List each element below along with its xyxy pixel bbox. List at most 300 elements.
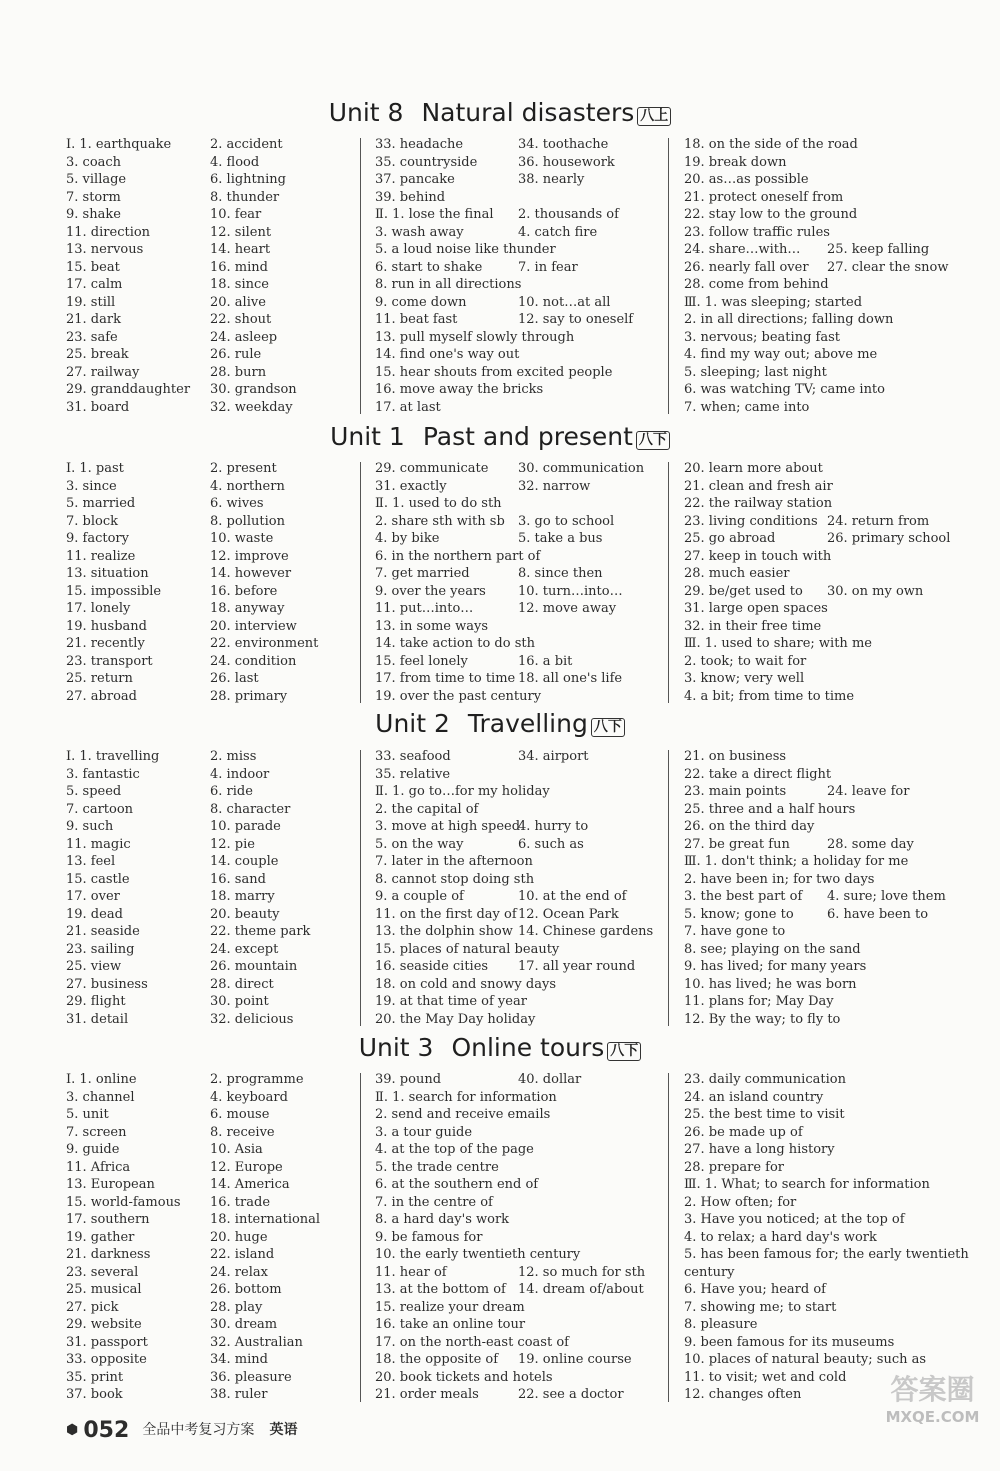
answer-item: 21. order meals (375, 1387, 479, 1402)
answer-row (66, 364, 346, 382)
answer-item: 21. recently (66, 636, 145, 651)
answer-column (684, 136, 984, 416)
answer-item: 25. break (66, 347, 129, 362)
answer-item: 4. flood (210, 154, 260, 170)
answer-item: 27. business (66, 976, 148, 992)
answer-item: 36. housework (518, 154, 615, 170)
answer-item: 13. pull myself slowly through (375, 329, 575, 345)
answer-item: 29. granddaughter (66, 382, 191, 397)
answer-row (375, 871, 665, 889)
answer-row (684, 1281, 984, 1299)
answer-item: 6. was watching TV; came into (684, 382, 885, 397)
answer-item: 19. dead (66, 906, 123, 922)
answer-item: 24. an island country (684, 1089, 824, 1105)
answer-item: 28. play (210, 1299, 263, 1315)
unit-heading (0, 1033, 1000, 1063)
answer-item: 32. weekday (210, 399, 293, 415)
answer-item: 37. pancake (375, 172, 455, 187)
answer-item: 10. places of natural beauty; such as (684, 1352, 927, 1367)
answer-item: 7. when; came into (684, 399, 810, 415)
answer-row (375, 888, 665, 906)
answer-item: 39. pound (375, 1072, 442, 1087)
answer-item: 14. heart (210, 242, 271, 257)
answer-item: 22. theme park (210, 924, 311, 939)
answer-item: 9. over the years (375, 583, 486, 599)
answer-item: century (684, 1264, 735, 1280)
answer-row (684, 224, 984, 242)
answer-item: 2. took; to wait for (684, 653, 807, 669)
answer-item: 9. been famous for its museums (684, 1334, 895, 1350)
answer-row (66, 1229, 346, 1247)
answer-item: Ⅲ. 1. don't think; a holiday for me (684, 854, 909, 869)
answer-row (684, 565, 984, 583)
answer-item: 25. musical (66, 1282, 142, 1297)
answer-item: 22. see a doctor (518, 1387, 624, 1402)
answer-item: 12. Ocean Park (518, 906, 619, 922)
answer-row (684, 748, 984, 766)
answer-row (684, 906, 984, 924)
answer-item: 16. mind (210, 259, 268, 275)
answer-item: 3. go to school (518, 513, 615, 529)
answer-row (66, 888, 346, 906)
answer-row (66, 618, 346, 636)
answer-row (66, 766, 346, 784)
answer-row (375, 171, 665, 189)
answer-item: 5. speed (66, 784, 122, 799)
answer-item: 9. guide (66, 1142, 120, 1157)
answer-row (66, 495, 346, 513)
column-divider (668, 1073, 669, 1402)
answer-row (375, 294, 665, 312)
answer-row (684, 1194, 984, 1212)
answer-item: 19. gather (66, 1229, 135, 1245)
answer-item: 23. sailing (66, 941, 135, 957)
answer-item: 38. nearly (518, 172, 585, 187)
page-footer (66, 1418, 297, 1448)
answer-item: 9. such (66, 819, 114, 834)
answer-row (684, 600, 984, 618)
answer-row (375, 259, 665, 277)
answer-item: 34. airport (518, 749, 589, 764)
page-number: 052 (83, 1418, 130, 1443)
answer-item: 5. unit (66, 1107, 109, 1122)
answer-row (375, 1124, 665, 1142)
answer-row (375, 1386, 665, 1404)
answer-item: 35. relative (375, 766, 451, 782)
answer-row (684, 836, 984, 854)
unit-name: Natural disasters (421, 98, 635, 127)
unit-number: Unit 1 (330, 422, 405, 451)
answer-item: 10. the early twentieth century (375, 1247, 581, 1262)
answer-row (66, 635, 346, 653)
answer-item: 11. hear of (375, 1264, 447, 1280)
answer-item: 23. several (66, 1264, 139, 1280)
answer-item: 8. pollution (210, 513, 285, 529)
answer-item: 18. all one's life (518, 671, 623, 686)
answer-item: 29. flight (66, 994, 126, 1009)
answer-row (66, 1386, 346, 1404)
answer-item: 26. rule (210, 347, 262, 362)
answer-item: 11. Africa (66, 1159, 131, 1175)
answer-row (375, 635, 665, 653)
answer-item: 21. clean and fresh air (684, 478, 833, 494)
answer-row (375, 783, 665, 801)
answer-item: 26. on the third day (684, 819, 815, 834)
answer-item: 12. improve (210, 548, 289, 564)
answer-item: 12. so much for sth (518, 1264, 646, 1280)
answer-item: 8. thunder (210, 189, 280, 205)
answer-row (684, 801, 984, 819)
answer-item: 4. indoor (210, 766, 270, 782)
answer-item: 16. take an online tour (375, 1317, 526, 1332)
answer-row (684, 1299, 984, 1317)
answer-item: 30. grandson (210, 382, 297, 397)
answer-item: 36. pleasure (210, 1369, 292, 1385)
answer-item: 10. Asia (210, 1142, 263, 1157)
answer-row (66, 653, 346, 671)
answer-item: 23. living conditions (684, 513, 818, 529)
answer-item: 6. have been to (827, 906, 929, 922)
answer-item: 15. castle (66, 871, 130, 887)
answer-item: 11. put…into… (375, 601, 474, 616)
answer-row (375, 1159, 665, 1177)
answer-item: 2. have been in; for two days (684, 871, 875, 887)
answer-row (375, 1141, 665, 1159)
answer-item: 26. bottom (210, 1282, 282, 1297)
answer-row (66, 1071, 346, 1089)
answer-row (66, 600, 346, 618)
answer-row (375, 583, 665, 601)
answer-item: 18. marry (210, 889, 275, 904)
answer-row (684, 618, 984, 636)
answer-item: 27. have a long history (684, 1142, 835, 1157)
answer-item: 8. character (210, 801, 291, 817)
answer-item: 29. website (66, 1317, 142, 1332)
answer-item: 8. see; playing on the sand (684, 941, 861, 957)
answer-row (684, 783, 984, 801)
answer-item: 25. return (66, 671, 133, 686)
answer-item: 34. mind (210, 1352, 268, 1367)
answer-item: Ⅰ. 1. past (66, 461, 124, 476)
answer-row (66, 1351, 346, 1369)
answer-item: 15. places of natural beauty (375, 941, 560, 957)
answer-item: 15. beat (66, 259, 120, 275)
answer-row (684, 958, 984, 976)
unit-heading (0, 709, 1000, 739)
answer-item: 14. however (210, 566, 292, 581)
answer-row (684, 1106, 984, 1124)
answer-column (684, 748, 984, 1028)
answer-item: 6. start to shake (375, 259, 483, 275)
answer-row (375, 1351, 665, 1369)
answer-row (684, 635, 984, 653)
answer-row (66, 530, 346, 548)
answer-row (684, 399, 984, 417)
answer-item: 18. international (210, 1212, 321, 1227)
subject-label: 英语 (269, 1422, 298, 1438)
answer-column (375, 748, 665, 1028)
answer-item: 5. sleeping; last night (684, 364, 827, 380)
answer-item: 18. the opposite of (375, 1352, 499, 1367)
answer-row (684, 364, 984, 382)
answer-row (684, 346, 984, 364)
answer-row (684, 206, 984, 224)
answer-item: 7. showing me; to start (684, 1299, 837, 1315)
answer-row (66, 1194, 346, 1212)
answer-row (375, 565, 665, 583)
answer-item: 33. seafood (375, 749, 451, 764)
answer-item: 12. pie (210, 836, 255, 852)
answer-row (66, 294, 346, 312)
answer-item: 28. direct (210, 976, 274, 992)
answer-item: 17. calm (66, 277, 123, 292)
answer-item: 22. the railway station (684, 496, 833, 511)
answer-item: 7. storm (66, 189, 121, 205)
column-divider (668, 462, 669, 703)
answer-row (684, 495, 984, 513)
answer-item: 32. delicious (210, 1011, 294, 1027)
answer-row (375, 346, 665, 364)
answer-row (66, 1106, 346, 1124)
answer-row (684, 513, 984, 531)
answer-row (684, 1124, 984, 1142)
answer-item: 16. trade (210, 1194, 271, 1210)
answer-item: 7. in fear (518, 259, 578, 275)
answer-item: 24. leave for (827, 784, 910, 799)
answer-row (66, 670, 346, 688)
answer-row (375, 1176, 665, 1194)
answer-item: Ⅱ. 1. used to do sth (375, 496, 502, 511)
answer-item: 14. dream of/about (518, 1282, 644, 1297)
column-divider (668, 138, 669, 414)
answer-item: 7. have gone to (684, 924, 786, 939)
answer-column (375, 136, 665, 416)
answer-item: 17. on the north-east coast of (375, 1334, 569, 1350)
answer-row (684, 1334, 984, 1352)
answer-item: Ⅱ. 1. go to…for my holiday (375, 784, 550, 799)
answer-row (684, 136, 984, 154)
answer-item: 2. the capital of (375, 801, 479, 817)
answer-item: 5. know; gone to (684, 906, 794, 922)
answer-item: 9. come down (375, 294, 467, 310)
answer-row (375, 1281, 665, 1299)
answer-row (66, 958, 346, 976)
book-title: 全品中考复习方案 (142, 1422, 255, 1438)
answer-row (684, 259, 984, 277)
answer-item: 12. Europe (210, 1159, 283, 1175)
answer-row (375, 329, 665, 347)
answer-row (375, 1264, 665, 1282)
answer-row (684, 189, 984, 207)
answer-row (66, 688, 346, 706)
answer-row (375, 1299, 665, 1317)
answer-row (66, 836, 346, 854)
answer-item: 3. since (66, 478, 117, 494)
answer-row (375, 766, 665, 784)
answer-item: 23. daily communication (684, 1072, 846, 1087)
answer-item: 20. interview (210, 618, 297, 634)
answer-item: 19. still (66, 294, 116, 310)
answer-item: 9. a couple of (375, 889, 464, 904)
answer-row (375, 1369, 665, 1387)
answer-row (375, 941, 665, 959)
answer-item: 14. find one's way out (375, 347, 520, 362)
answer-row (375, 1316, 665, 1334)
answer-item: 25. three and a half hours (684, 801, 856, 817)
answer-row (375, 958, 665, 976)
answer-item: 16. sand (210, 871, 266, 887)
answer-row (684, 941, 984, 959)
answer-item: 4. by bike (375, 531, 440, 546)
answer-item: 18. on the side of the road (684, 137, 858, 152)
answer-row (684, 766, 984, 784)
answer-row (684, 548, 984, 566)
column-divider (360, 462, 361, 703)
answer-item: 6. ride (210, 784, 253, 799)
answer-row (66, 259, 346, 277)
answer-item: 13. in some ways (375, 618, 489, 634)
answer-item: 15. realize your dream (375, 1299, 525, 1315)
answer-row (66, 853, 346, 871)
answer-row (684, 1176, 984, 1194)
answer-row (375, 618, 665, 636)
answer-row (66, 381, 346, 399)
answer-item: 28. primary (210, 688, 288, 704)
answer-item: 21. dark (66, 312, 121, 327)
answer-row (375, 311, 665, 329)
answer-item: 10. at the end of (518, 889, 627, 904)
answer-row (375, 818, 665, 836)
answer-row (375, 748, 665, 766)
answer-item: 30. communication (518, 461, 645, 476)
answer-row (684, 1316, 984, 1334)
answer-item: 2. send and receive emails (375, 1107, 551, 1122)
answer-row (684, 530, 984, 548)
answer-row (375, 1211, 665, 1229)
answer-item: 8. pleasure (684, 1317, 758, 1332)
answer-row (375, 548, 665, 566)
answer-row (375, 189, 665, 207)
answer-item: 33. headache (375, 137, 464, 152)
answer-item: 4. catch fire (518, 224, 598, 240)
answer-row (375, 1071, 665, 1089)
answer-item: 24. except (210, 941, 279, 957)
answer-row (375, 976, 665, 994)
answer-row (66, 311, 346, 329)
answer-item: 28. come from behind (684, 277, 829, 292)
answer-item: 22. shout (210, 312, 272, 327)
answer-row (66, 478, 346, 496)
answer-item: 8. receive (210, 1124, 275, 1140)
answer-item: Ⅰ. 1. travelling (66, 749, 160, 764)
answer-row (375, 1334, 665, 1352)
answer-column (66, 460, 346, 705)
answer-item: 14. America (210, 1177, 290, 1192)
answer-item: 39. behind (375, 189, 446, 205)
answer-row (66, 1124, 346, 1142)
answer-row (66, 583, 346, 601)
answer-row (66, 513, 346, 531)
answer-item: 35. countryside (375, 154, 478, 170)
answer-row (684, 311, 984, 329)
answer-item: 32. narrow (518, 478, 591, 494)
answer-row (66, 923, 346, 941)
answer-column (66, 1071, 346, 1404)
answer-item: 27. keep in touch with (684, 548, 832, 564)
answer-row (66, 346, 346, 364)
answer-item: 14. take action to do sth (375, 636, 535, 651)
answer-row (375, 381, 665, 399)
answer-row (375, 495, 665, 513)
answer-row (684, 329, 984, 347)
answer-row (684, 853, 984, 871)
answer-item: 25. keep falling (827, 242, 930, 257)
answer-item: 11. magic (66, 836, 131, 852)
answer-row (66, 1264, 346, 1282)
answer-item: 17. from time to time (375, 671, 516, 686)
answer-item: Ⅲ. 1. used to share; with me (684, 636, 872, 651)
answer-row (375, 688, 665, 706)
answer-item: 3. coach (66, 154, 122, 170)
answer-row (684, 1351, 984, 1369)
answer-item: 10. parade (210, 819, 281, 834)
answer-item: 18. anyway (210, 601, 285, 616)
answer-item: 13. feel (66, 854, 116, 869)
answer-row (66, 1281, 346, 1299)
answer-item: 11. on the first day of (375, 906, 517, 922)
answer-item: 3. the best part of (684, 889, 803, 904)
answer-row (684, 1246, 984, 1264)
answer-row (375, 1246, 665, 1264)
answer-item: 6. at the southern end of (375, 1177, 539, 1192)
answer-item: 4. northern (210, 478, 285, 494)
answer-row (684, 276, 984, 294)
answer-row (375, 364, 665, 382)
answer-item: 5. has been famous for; the early twentieth (684, 1247, 969, 1262)
answer-row (66, 1369, 346, 1387)
answer-row (66, 818, 346, 836)
answer-item: 28. burn (210, 364, 267, 380)
answer-item: 10. not…at all (518, 294, 611, 310)
answer-item: 12. move away (518, 601, 617, 616)
answer-item: 4. find my way out; above me (684, 347, 878, 362)
answer-item: 13. nervous (66, 242, 144, 257)
answer-item: 22. stay low to the ground (684, 207, 858, 222)
answer-item: 6. in the northern part of (375, 548, 541, 564)
answer-item: 2. accident (210, 137, 283, 152)
answer-item: 28. some day (827, 836, 914, 852)
answer-item: 15. impossible (66, 583, 162, 599)
answer-item: 27. clear the snow (827, 259, 949, 275)
answer-item: 2. present (210, 461, 277, 476)
answer-item: 3. Have you noticed; at the top of (684, 1212, 905, 1227)
answer-row (66, 241, 346, 259)
answer-column (66, 748, 346, 1028)
answer-item: 27. pick (66, 1299, 119, 1315)
answer-row (66, 1089, 346, 1107)
answer-row (375, 399, 665, 417)
answer-row (684, 653, 984, 671)
answer-item: 19. over the past century (375, 688, 542, 704)
answer-row (684, 478, 984, 496)
answer-row (375, 1229, 665, 1247)
answer-item: 25. view (66, 959, 122, 974)
answer-row (375, 801, 665, 819)
answer-item: 25. the best time to visit (684, 1107, 845, 1122)
watermark-logo (880, 1368, 985, 1463)
answer-row (66, 1211, 346, 1229)
answer-row (684, 1011, 984, 1029)
